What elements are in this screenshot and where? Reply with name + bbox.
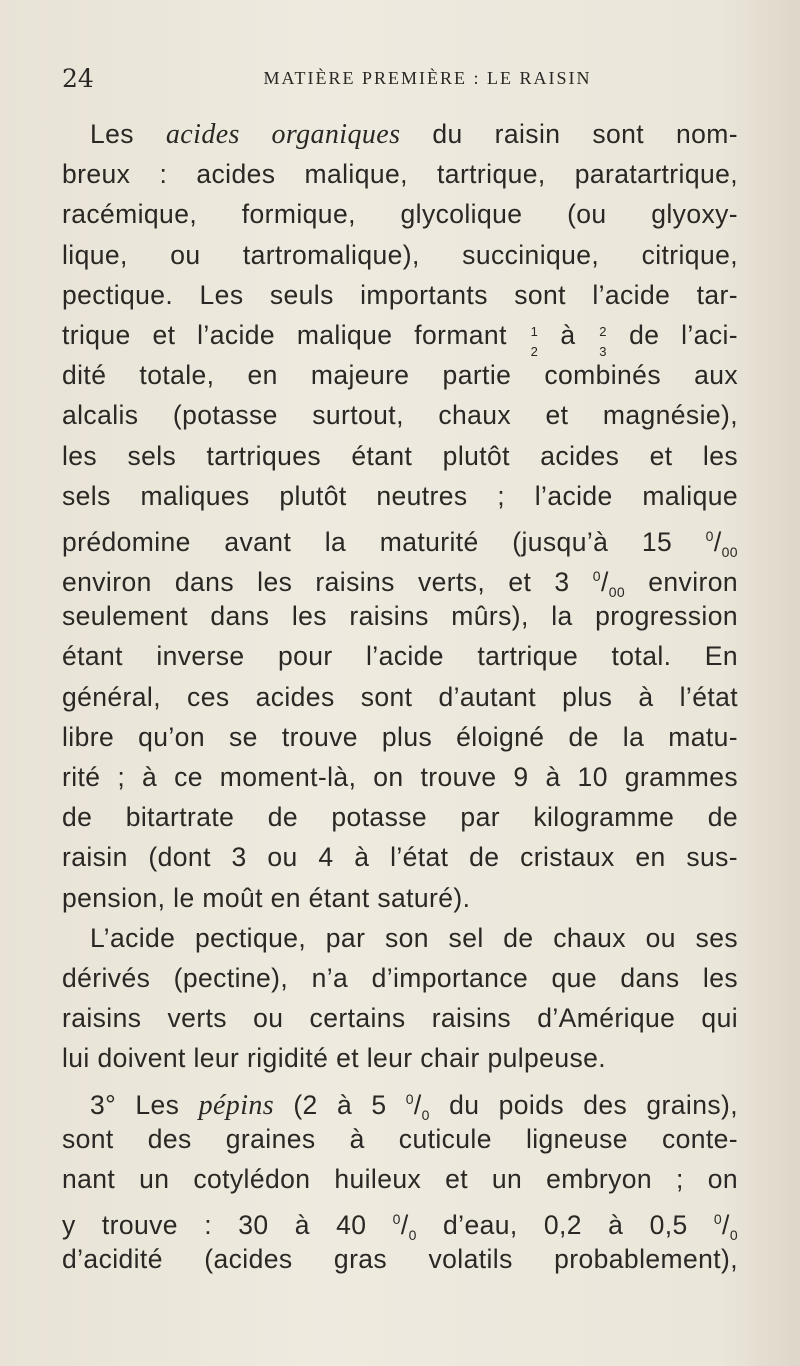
text-line: pension, le moût en étant saturé). [62, 882, 471, 913]
text-span: (2 à 5 [274, 1089, 406, 1120]
text-line: breux : acides malique, tartrique, paratartrique, [62, 159, 738, 190]
text-span: / [400, 1209, 409, 1240]
text-span: prédomine avant la maturité (jusqu’à 15 [62, 526, 706, 557]
subscript: 0 [421, 1106, 430, 1123]
superscript: 0 [705, 527, 714, 544]
text-line: libre qu’on se trouve plus éloigné de la matu- [62, 721, 738, 752]
text-line: dérivés (pectine), n’a d’importance que dans les [62, 962, 738, 993]
subscript: 0 [408, 1227, 417, 1244]
text-line: de bitartrate de potasse par kilogramme de [62, 802, 738, 833]
running-head [62, 62, 738, 102]
subscript: 00 [721, 544, 738, 560]
text-line: rité ; à ce moment-là, on trouve 9 à 10 grammes [62, 762, 738, 792]
text-span: environ dans les raisins verts, et 3 [62, 566, 593, 597]
text-line: pectique. Les seuls importants sont l’acide tar- [62, 279, 738, 310]
superscript: 0 [592, 568, 601, 585]
text-line [62, 114, 738, 154]
text-span: de l’aci- [607, 319, 738, 350]
text-span: d’eau, 0,2 à 0,5 [416, 1209, 714, 1240]
text-span: du poids des grains), [429, 1089, 738, 1120]
text-line: les sels tartriques étant plutôt acides et les [62, 440, 738, 471]
subscript: 00 [608, 584, 626, 601]
text-line: racémique, formique, glycolique (ou glyoxy- [62, 199, 738, 230]
superscript: 0 [713, 1211, 723, 1228]
superscript: 0 [405, 1090, 414, 1107]
text-line [62, 1079, 738, 1123]
text-line: sont des graines à cuticule ligneuse conte- [62, 1123, 738, 1154]
fraction-numerator: 1 [530, 323, 539, 339]
italic-term: acides organiques [165, 119, 401, 150]
subscript: 0 [729, 1227, 738, 1244]
fraction-denominator: 2 [530, 343, 539, 359]
fraction-numerator: 2 [599, 323, 607, 339]
fraction [529, 318, 539, 359]
text-line: lique, ou tartromalique), succinique, citrique, [62, 239, 738, 270]
italic-term: pépins [198, 1089, 275, 1121]
text-line: alcalis (potasse surtout, chaux et magnésie), [62, 400, 738, 431]
text-span: Les [90, 119, 166, 149]
text-span: / [713, 526, 722, 557]
text-line: L’acide pectique, par son sel de chaux ou ses [90, 922, 738, 953]
text-span: / [600, 566, 609, 597]
page-number: 24 [62, 64, 94, 93]
text-line [62, 1199, 738, 1244]
fraction-denominator: 3 [599, 343, 607, 359]
text-line: raisin (dont 3 ou 4 à l’état de cristaux en sus- [62, 842, 738, 873]
text-line [62, 315, 738, 359]
text-line: nant un cotylédon huileux et un embryon ; on [62, 1163, 738, 1194]
text-span: / [722, 1209, 730, 1240]
text-line: seulement dans les raisins mûrs), la progression [62, 601, 738, 632]
text-line: général, ces acides sont d’autant plus à l’état [62, 681, 738, 712]
text-line: lui doivent leur rigidité et leur chair pulpeuse. [62, 1043, 607, 1074]
text-line: d’acidité (acides gras volatils probablement), [62, 1244, 738, 1275]
text-span: 3° Les [90, 1089, 199, 1120]
text-span: à [538, 319, 598, 350]
text-span: du raisin sont nom- [400, 119, 738, 149]
text-span: trique et l’acide malique formant [62, 319, 529, 350]
text-span: environ [625, 566, 738, 597]
body-text [62, 114, 738, 1279]
text-span: / [413, 1089, 422, 1120]
text-line [62, 516, 738, 560]
text-line: sels maliques plutôt neutres ; l’acide malique [62, 480, 738, 511]
text-span: y trouve : 30 à 40 [62, 1209, 393, 1240]
text-line: dité totale, en majeure partie combinés aux [62, 360, 738, 391]
fraction [597, 318, 607, 359]
text-line: étant inverse pour l’acide tartrique total. En [62, 641, 738, 672]
text-line: raisins verts ou certains raisins d’Amérique qui [62, 1003, 738, 1034]
running-title: MATIÈRE PREMIÈRE : LE RAISIN [263, 68, 592, 88]
superscript: 0 [392, 1211, 401, 1228]
text-line [62, 556, 738, 601]
